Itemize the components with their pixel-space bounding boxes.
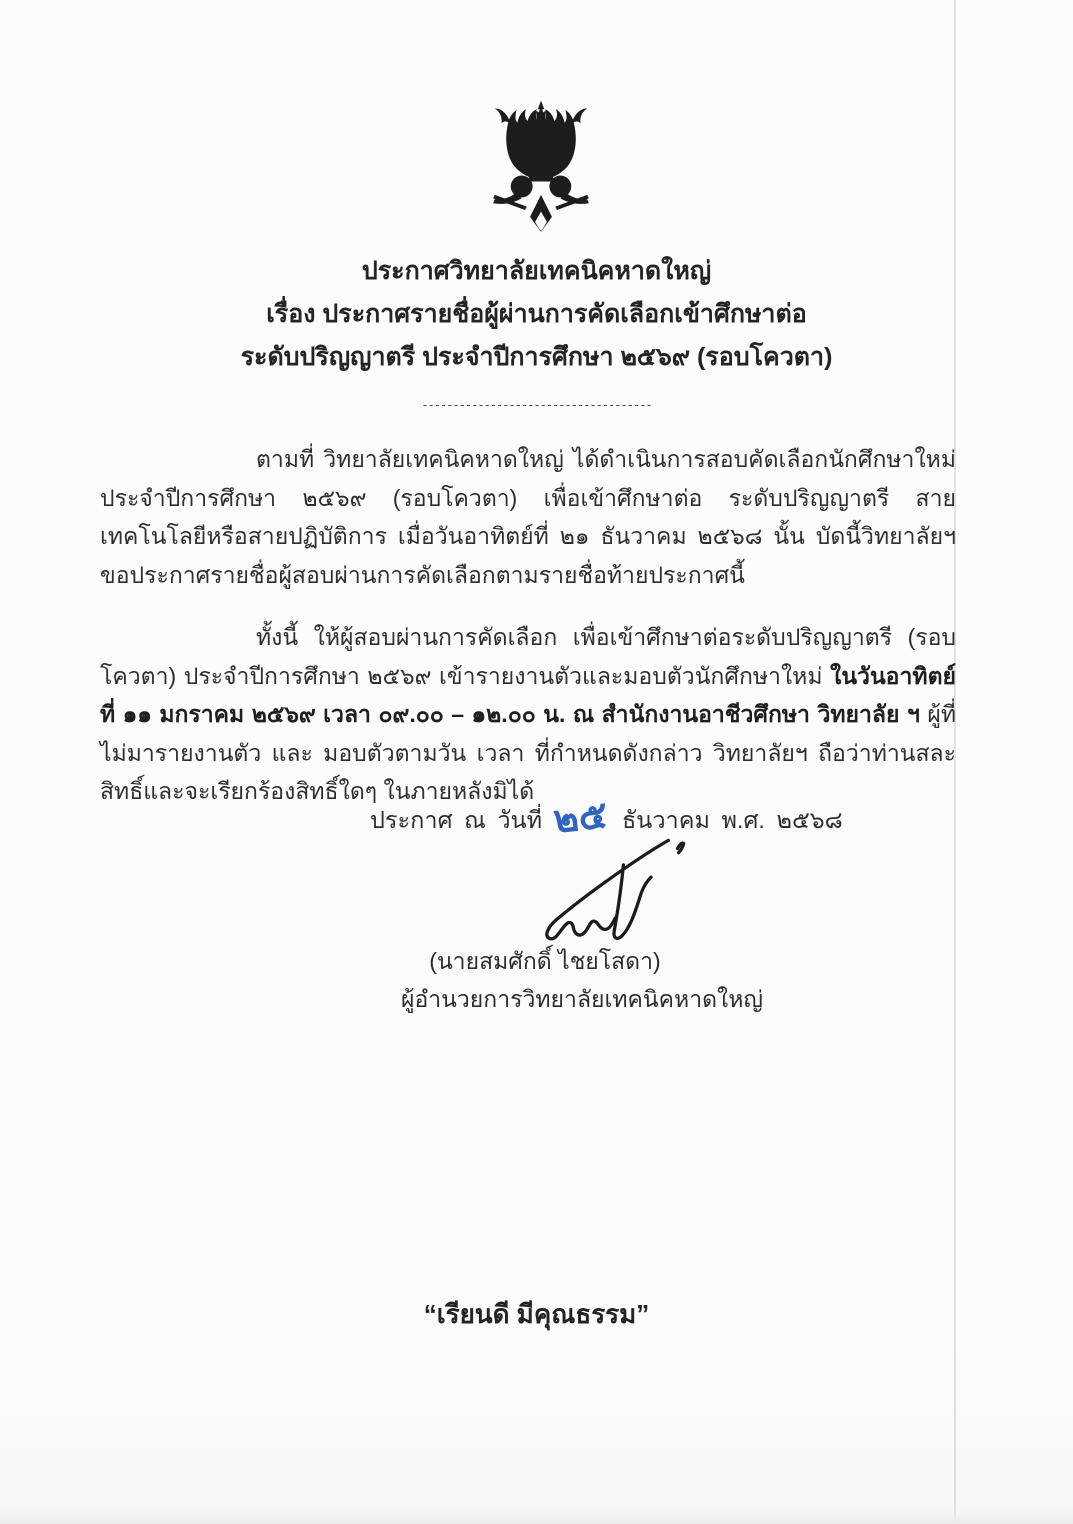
title-line-3: ระดับปริญญาตรี ประจำปีการศึกษา ๒๕๖๙ (รอบโควตา) — [240, 343, 833, 371]
handwritten-day-number: ๒๕ — [551, 794, 610, 842]
scan-bottom-edge-shadow — [0, 1510, 1073, 1524]
signer-name: (นายสมศักดิ์ ไชยโสดา) — [429, 948, 661, 974]
body-paragraph-1: ตามที่ วิทยาลัยเทคนิคหาดใหญ่ ได้ดำเนินการสอบคัดเลือกนักศึกษาใหม่ ประจำปีการศึกษา ๒๕๖๙ (รอบโควตา) เพื่อเข้าศึกษาต่อ ระดับปริญญาตรี สายเทคโนโลยีหรือสายปฏิบัติการ เมื่อวันอาทิตย์ที่ ๒๑ ธันวาคม ๒๕๖๘ นั้น บัดนี้วิทยาลัยฯ ขอประกาศรายชื่อผู้สอบผ่านการคัดเลือกตามรายชื่อท้ายประกาศนี้ — [100, 446, 956, 588]
dashed-separator: ------------------------------------- — [421, 398, 652, 412]
announcement-date-line — [370, 792, 843, 840]
paragraph-2-closing: ผู้ที่ไม่มารายงานตัว และ มอบตัวตามวัน เวลา ที่กำหนดดังกล่าว วิทยาลัยฯ ถือว่าท่านสละสิทธิ์และจะเรียกร้องสิทธิ์ใดๆ ในภายหลังมิได้ — [100, 701, 956, 804]
paragraph-2-text: ทั้งนี้ ให้ผู้สอบผ่านการคัดเลือก เพื่อเข้าศึกษาต่อระดับปริญญาตรี (รอบโควตา) ประจำปีการศึกษา ๒๕๖๙ เข้ารายงานตัวและมอบตัวนักศึกษาใหม่ — [100, 624, 956, 689]
title-line-2: เรื่อง ประกาศรายชื่อผู้ผ่านการคัดเลือกเข้าศึกษาต่อ — [266, 300, 807, 328]
title-line-1: ประกาศวิทยาลัยเทคนิคหาดใหญ่ — [361, 257, 712, 285]
date-suffix: ธันวาคม พ.ศ. ๒๕๖๘ — [621, 807, 843, 833]
signer-position: ผู้อำนวยการวิทยาลัยเทคนิคหาดใหญ่ — [400, 986, 764, 1012]
document-title-block — [0, 250, 1073, 379]
school-motto: “เรียนดี มีคุณธรรม” — [423, 1299, 650, 1329]
garuda-emblem-icon — [478, 92, 604, 244]
paragraph-2-appointment-bold: ในวันอาทิตย์ที่ ๑๑ มกราคม ๒๕๖๙ เวลา ๐๙.๐๐ – ๑๒.๐๐ น. ณ สำนักงานอาชีวศึกษา วิทยาลัย ฯ — [100, 662, 956, 727]
date-prefix: ประกาศ ณ วันที่ — [370, 807, 543, 833]
director-signature-image — [468, 834, 698, 949]
body-paragraph-2 — [100, 618, 956, 811]
